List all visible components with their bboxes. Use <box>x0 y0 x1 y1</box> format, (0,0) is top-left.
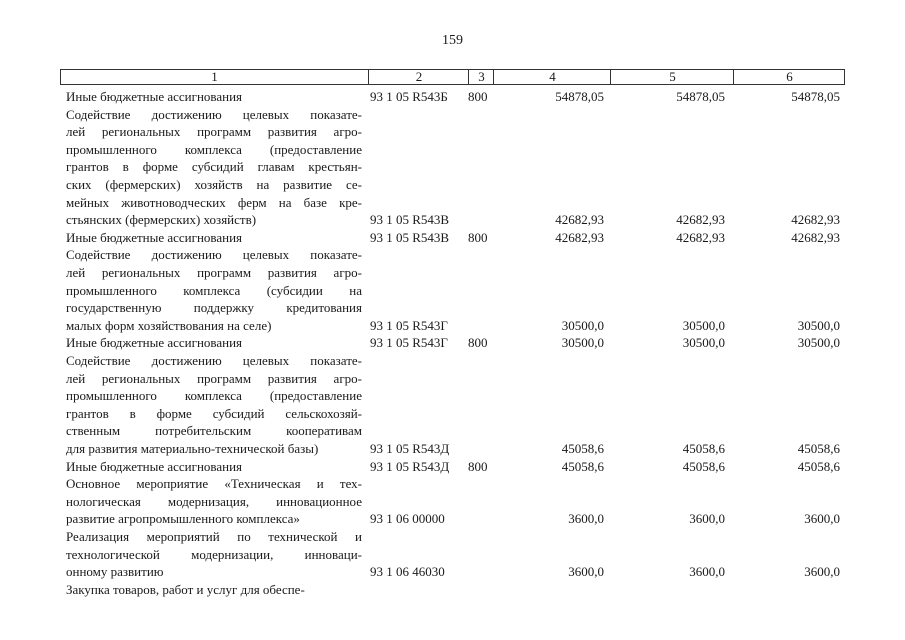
description-line: лей региональных программ развития агро- <box>66 124 362 140</box>
value-col-4: 3600,0 <box>568 564 604 580</box>
description-line: Содействие достижению целевых показате- <box>66 247 362 263</box>
value-col-5: 42682,93 <box>676 229 725 245</box>
expense-type: 800 <box>468 335 488 351</box>
description-line: грантов в форме субсидий сельскохозяй- <box>66 405 362 421</box>
value-col-5: 30500,0 <box>682 335 725 351</box>
row-description <box>66 229 362 247</box>
header-col-1: 1 <box>211 69 218 84</box>
row-description <box>66 88 362 106</box>
value-col-5: 45058,6 <box>682 441 725 456</box>
value-col-4: 45058,6 <box>561 441 604 456</box>
description-line: ственным потребительским кооперативам <box>66 423 362 439</box>
table-row <box>0 581 905 599</box>
page-number: 159 <box>442 33 463 48</box>
row-description <box>66 528 362 581</box>
target-code: 93 1 05 R543В <box>370 229 450 245</box>
description-line: государственную поддержку кредитования <box>66 300 362 316</box>
row-description <box>66 581 362 599</box>
value-col-5: 30500,0 <box>682 317 725 333</box>
value-col-6: 42682,93 <box>791 212 840 228</box>
target-code: 93 1 05 R543Г <box>370 335 448 351</box>
description-line: Реализация мероприятий по технической и <box>66 529 362 544</box>
table-row <box>0 106 905 229</box>
row-description <box>66 475 362 528</box>
table-row <box>0 334 905 352</box>
description-line: нологическая модернизация, инновационное <box>66 493 362 509</box>
description-line: промышленного комплекса (предоставление <box>66 388 362 404</box>
description-line: лей региональных программ развития агро- <box>66 370 362 386</box>
description-line: малых форм хозяйствования на селе) <box>66 317 272 333</box>
expense-type: 800 <box>468 89 488 104</box>
expense-type: 800 <box>468 458 488 474</box>
description-line: ских (фермерских) хозяйств на развитие се- <box>66 176 362 192</box>
description-line: стьянских (фермерских) хозяйств) <box>66 212 257 228</box>
description-line: Иные бюджетные ассигнования <box>66 229 243 245</box>
description-line: лей региональных программ развития агро- <box>66 264 362 280</box>
description-line: Содействие достижению целевых показате- <box>66 353 362 368</box>
row-description <box>66 106 362 229</box>
value-col-5: 3600,0 <box>689 511 725 527</box>
description-line: Иные бюджетные ассигнования <box>66 458 243 474</box>
value-col-4: 42682,93 <box>555 212 604 228</box>
description-line: развитие агропромышленного комплекса» <box>66 511 300 527</box>
header-col-4: 4 <box>493 70 611 84</box>
value-col-4: 42682,93 <box>555 229 604 245</box>
value-col-4: 30500,0 <box>561 317 604 333</box>
description-line: Иные бюджетные ассигнования <box>66 89 243 104</box>
header-col-3: 3 <box>468 70 494 84</box>
value-col-6: 3600,0 <box>804 564 840 580</box>
table-row <box>0 229 905 247</box>
header-col-2: 2 <box>368 70 469 84</box>
value-col-5: 54878,05 <box>676 89 725 104</box>
target-code: 93 1 05 R543Д <box>370 458 450 474</box>
description-line: Иные бюджетные ассигнования <box>66 335 243 351</box>
description-line: грантов в форме субсидий главам крестьян- <box>66 159 362 175</box>
table-row <box>0 458 905 476</box>
value-col-4: 30500,0 <box>561 335 604 351</box>
description-line: Содействие достижению целевых показате- <box>66 106 362 122</box>
table-row <box>0 246 905 334</box>
description-line: промышленного комплекса (предоставление <box>66 141 362 157</box>
description-line: промышленного комплекса (субсидии на <box>66 282 362 298</box>
expense-type: 800 <box>468 229 488 245</box>
table-row <box>0 528 905 581</box>
description-line: Закупка товаров, работ и услуг для обеспе- <box>66 581 305 597</box>
row-description <box>66 334 362 352</box>
target-code: 93 1 05 R543В <box>370 212 450 228</box>
value-col-6: 54878,05 <box>791 89 840 104</box>
value-col-6: 3600,0 <box>804 511 840 527</box>
row-description <box>66 246 362 334</box>
value-col-6: 30500,0 <box>797 317 840 333</box>
value-col-5: 42682,93 <box>676 212 725 228</box>
value-col-5: 3600,0 <box>689 564 725 580</box>
table-row <box>0 88 905 106</box>
value-col-4: 3600,0 <box>568 511 604 527</box>
value-col-4: 45058,6 <box>561 458 604 474</box>
row-description <box>66 352 362 458</box>
description-line: онному развитию <box>66 564 164 580</box>
description-line: Основное мероприятие «Техническая и тех- <box>66 476 362 492</box>
target-code: 93 1 05 R543Д <box>370 441 450 456</box>
header-col-5: 5 <box>610 70 734 84</box>
value-col-6: 45058,6 <box>797 441 840 456</box>
description-line: мейных животноводческих ферм на базе кре- <box>66 194 362 210</box>
value-col-6: 42682,93 <box>791 229 840 245</box>
table-header <box>60 69 845 85</box>
target-code: 93 1 05 R543Г <box>370 317 448 333</box>
row-description <box>66 458 362 476</box>
table-row <box>0 352 905 458</box>
description-line: для развития материально-технической базы) <box>66 440 319 456</box>
value-col-5: 45058,6 <box>682 458 725 474</box>
table-row <box>0 475 905 528</box>
target-code: 93 1 06 46030 <box>370 564 445 580</box>
value-col-4: 54878,05 <box>555 89 604 104</box>
header-col-6: 6 <box>733 70 845 84</box>
value-col-6: 30500,0 <box>797 335 840 351</box>
target-code: 93 1 05 R543Б <box>370 89 448 104</box>
value-col-6: 45058,6 <box>797 458 840 474</box>
description-line: технологической модернизации, инноваци- <box>66 546 362 562</box>
target-code: 93 1 06 00000 <box>370 511 445 527</box>
